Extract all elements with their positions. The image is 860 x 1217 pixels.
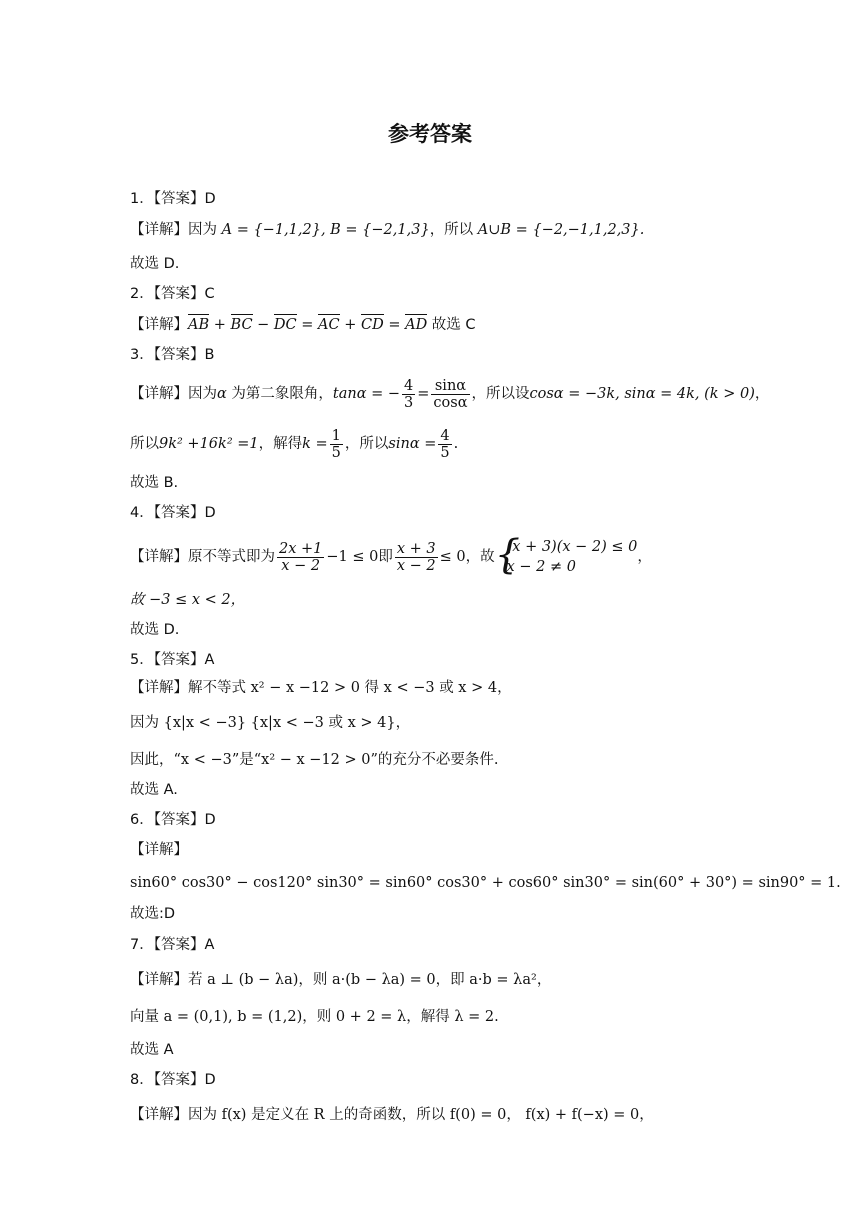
q7-detail-line1: 【详解】若 a ⊥ (b − λa)，则 a·(b − λa) = 0，即 a·b = λa²，: [130, 972, 552, 988]
denominator: x − 2: [281, 557, 321, 574]
q3-text: ，所以: [344, 436, 389, 452]
q7-answer: 7．【答案】A: [130, 937, 215, 953]
numerator: x + 3: [396, 540, 436, 557]
vector-ad: AD: [405, 317, 428, 333]
q3-substitution: cosα = −3k, sinα = 4k, (k > 0): [529, 386, 755, 402]
vector-dc: DC: [273, 317, 297, 333]
q7-selection: 故选 A: [130, 1042, 174, 1058]
q3-detail-line1: [130, 376, 769, 412]
q6-answer: 6．【答案】D: [130, 812, 216, 828]
q6-expression: sin60° cos30° − cos120° sin30° = sin60° cos30° + cos60° sin30° = sin(60° + 30°) = sin90° = 1.: [130, 875, 841, 891]
q2-answer: 2．【答案】C: [130, 286, 215, 302]
denominator: 5: [331, 444, 341, 461]
denominator: x − 2: [396, 557, 436, 574]
numerator: 2x +1: [279, 540, 323, 557]
q3-tan: tanα = −: [332, 386, 401, 402]
q5-answer: 5．【答案】A: [130, 652, 215, 668]
q1-sets: A = {−1,1,2}, B = {−2,1,3}: [221, 222, 430, 238]
fraction: [277, 541, 324, 574]
denominator: cosα: [433, 394, 468, 411]
q3-text: ，解得: [258, 436, 303, 452]
q3-k: k =: [302, 436, 328, 452]
q4-text: 即: [378, 549, 393, 565]
q3-text: 为第二象限角，: [226, 386, 333, 402]
q5-detail-line3: 因此，“x < −3”是“x² − x −12 > 0”的充分不必要条件.: [130, 752, 499, 768]
q4-selection: 故选 D.: [130, 622, 180, 638]
numerator: 1: [331, 427, 341, 444]
fraction: [330, 428, 343, 461]
q3-end: .: [453, 436, 459, 452]
q2-detail-label: 【详解】: [130, 317, 188, 333]
q8-answer: 8．【答案】D: [130, 1072, 216, 1088]
q4-detail: [130, 532, 652, 578]
q7-detail-line2: 向量 a = (0,1), b = (1,2)，则 0 + 2 = λ，解得 λ = 2.: [130, 1009, 499, 1025]
fraction: [395, 541, 438, 574]
q1-selection: 故选 D.: [130, 256, 180, 272]
q2-detail: 【详解】AB + BC − DC = AC + CD = AD 故选 C: [130, 317, 476, 333]
q1-detail: [130, 220, 644, 240]
numerator: sinα: [431, 378, 469, 395]
q4-answer: 4．【答案】D: [130, 505, 216, 521]
numerator: 4: [404, 377, 414, 394]
q6-detail-label: 【详解】: [130, 842, 188, 858]
q3-text: 所以: [130, 436, 159, 452]
fraction: [438, 428, 451, 461]
q1-detail-label: 【详解】因为: [130, 222, 222, 238]
denominator: 5: [440, 444, 450, 461]
page-title: 参考答案: [388, 122, 472, 146]
q3-alpha: α: [217, 386, 227, 402]
q4-text: ，: [637, 549, 652, 565]
q1-text: ，所以: [429, 222, 478, 238]
q5-detail-line1: 【详解】解不等式 x² − x −12 > 0 得 x < −3 或 x > 4，: [130, 680, 512, 696]
fraction: [402, 378, 415, 411]
system-row: x − 2 ≠ 0: [506, 559, 576, 575]
vector-cd: CD: [360, 317, 384, 333]
q2-selection: 故选 C: [427, 317, 476, 333]
q3-detail-line2: [130, 426, 458, 462]
q4-ineq: −1 ≤ 0: [326, 549, 379, 565]
vector-ab: AB: [188, 317, 210, 333]
q3-equation: 9k² +16k² =1: [159, 436, 259, 452]
q3-sin: sinα =: [388, 436, 437, 452]
denominator: 3: [404, 394, 414, 411]
q3-selection: 故选 B.: [130, 475, 179, 491]
system-row: (x + 3)(x − 2) ≤ 0: [506, 539, 638, 555]
vector-bc: BC: [230, 317, 253, 333]
vector-ac: AC: [318, 317, 340, 333]
q4-text: 【详解】原不等式即为: [130, 549, 275, 565]
q5-detail-line2: 因为 {x|x < −3} {x|x < −3 或 x > 4}，: [130, 715, 411, 731]
numerator: 4: [440, 427, 450, 444]
equals: =: [417, 386, 430, 402]
q4-text: ，故: [465, 549, 495, 565]
q4-result: 故 −3 ≤ x < 2，: [130, 592, 246, 608]
q3-answer: 3．【答案】B: [130, 347, 215, 363]
q4-ineq: ≤ 0: [439, 549, 466, 565]
inequality-system: [494, 532, 638, 578]
q5-selection: 故选 A.: [130, 782, 178, 798]
q3-text: 【详解】因为: [130, 386, 217, 402]
q3-text: ，所以设: [471, 386, 530, 402]
brace: {: [494, 532, 521, 578]
q3-text: ，: [754, 386, 770, 402]
q8-detail-line1: 【详解】因为 f(x) 是定义在 R 上的奇函数，所以 f(0) = 0， f(x) + f(−x) = 0，: [130, 1107, 654, 1123]
q1-union: A∪B = {−2,−1,1,2,3}.: [477, 222, 645, 238]
fraction: [431, 378, 469, 411]
q6-selection: 故选:D: [130, 906, 176, 922]
q1-answer: 1．【答案】D: [130, 191, 216, 207]
